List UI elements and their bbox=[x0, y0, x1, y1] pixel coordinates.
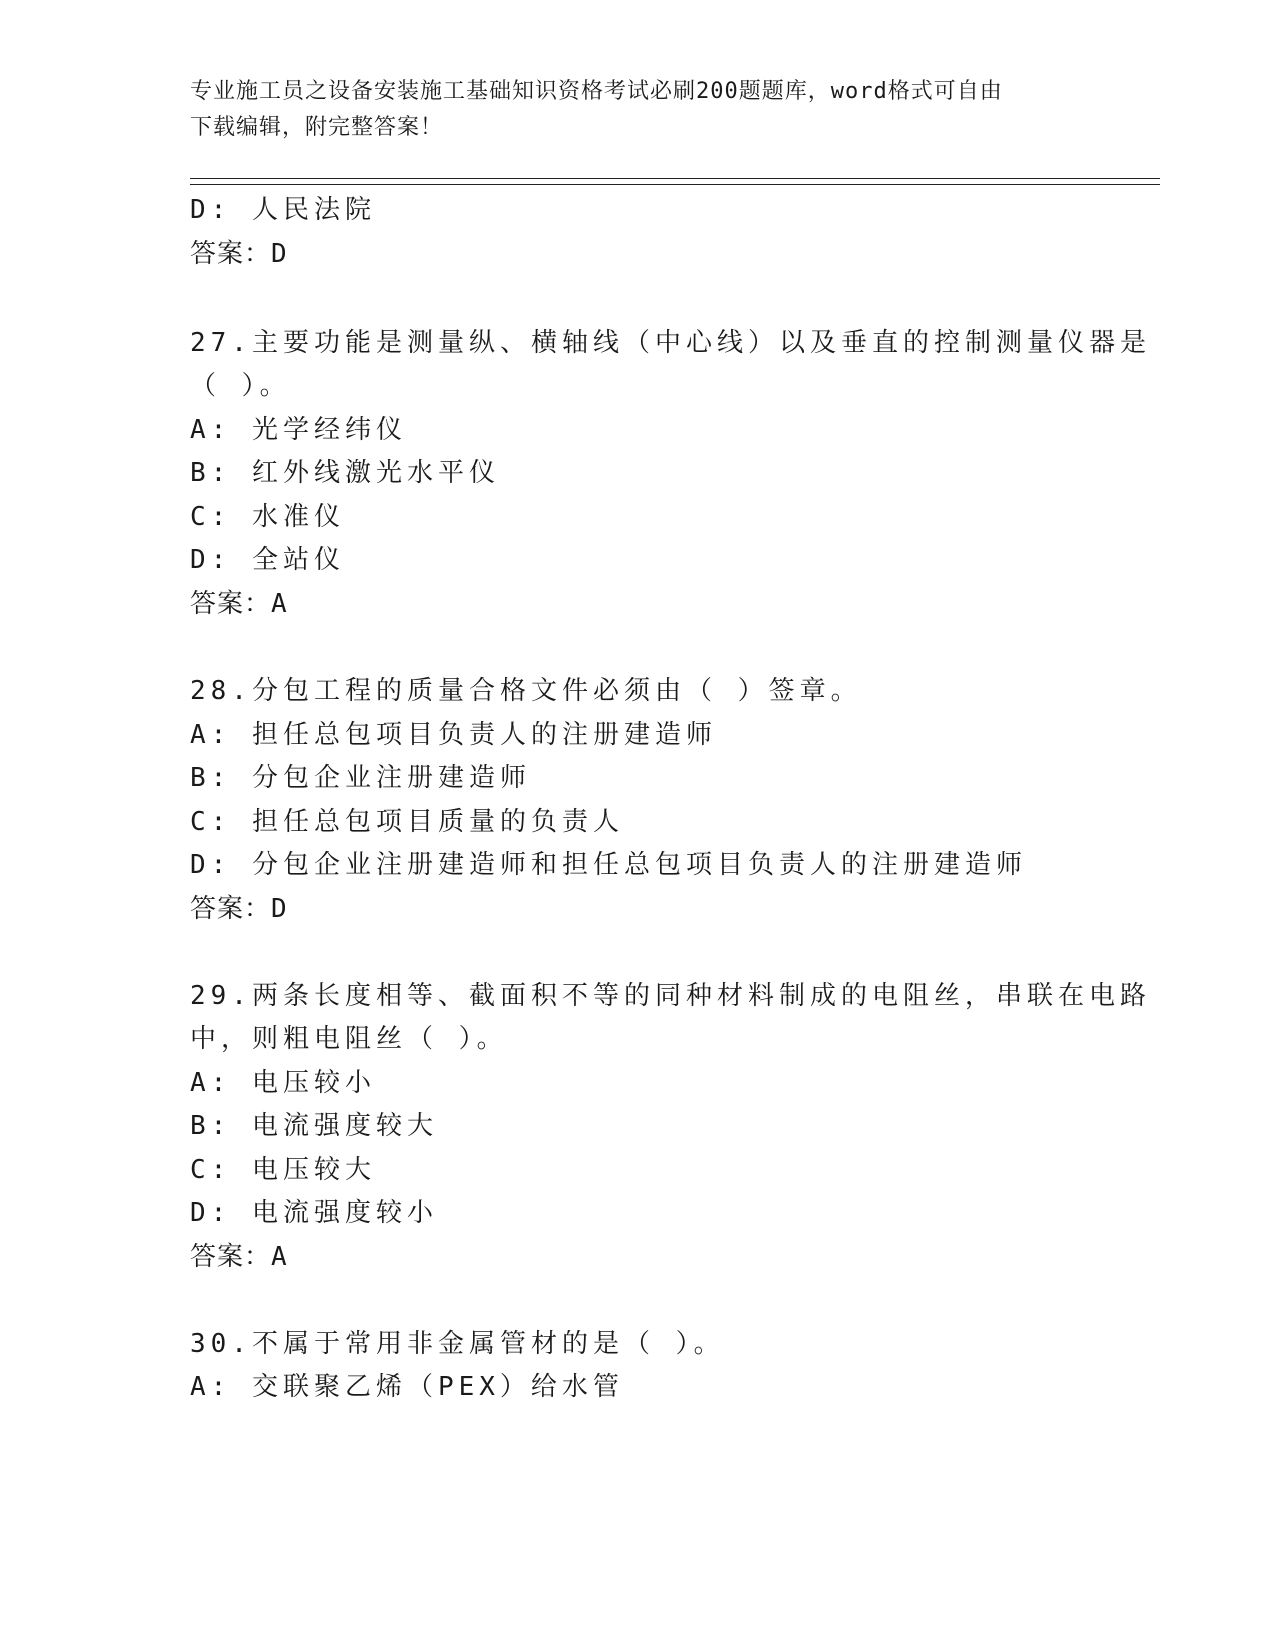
header-rule-top bbox=[190, 178, 1160, 179]
q28-option-d: D: 分包企业注册建造师和担任总包项目负责人的注册建造师 bbox=[190, 850, 1027, 880]
q29-option-b: B: 电流强度较大 bbox=[190, 1111, 438, 1141]
q30-option-a: A: 交联聚乙烯（PEX）给水管 bbox=[190, 1372, 624, 1402]
q27-option-b: B: 红外线激光水平仪 bbox=[190, 458, 500, 488]
q28-stem-line-1: 28.分包工程的质量合格文件必须由（ ）签章。 bbox=[190, 676, 862, 706]
q28-option-a: A: 担任总包项目负责人的注册建造师 bbox=[190, 720, 717, 750]
q27-answer: 答案：A bbox=[190, 589, 288, 619]
q29-option-a: A: 电压较小 bbox=[190, 1068, 376, 1098]
q27-option-a: A: 光学经纬仪 bbox=[190, 415, 407, 445]
q30-stem-line-1: 30.不属于常用非金属管材的是（ ）。 bbox=[190, 1329, 725, 1359]
q27-stem-line-2: （ ）。 bbox=[190, 371, 291, 401]
document-header bbox=[190, 74, 1090, 146]
q27-option-d: D: 全站仪 bbox=[190, 545, 345, 575]
q29-stem-line-1: 29.两条长度相等、截面积不等的同种材料制成的电阻丝，串联在电路 bbox=[190, 981, 1151, 1011]
header-title-line-2: 下载编辑，附完整答案！ bbox=[190, 115, 444, 140]
q27-option-c: C: 水准仪 bbox=[190, 502, 345, 532]
prev-option-d: D: 人民法院 bbox=[190, 195, 376, 225]
q29-option-d: D: 电流强度较小 bbox=[190, 1198, 438, 1228]
q28-answer: 答案：D bbox=[190, 894, 288, 924]
q29-stem-line-2: 中，则粗电阻丝（ ）。 bbox=[190, 1024, 508, 1054]
q29-answer: 答案：A bbox=[190, 1242, 288, 1272]
header-rule-bottom bbox=[190, 184, 1160, 185]
prev-answer: 答案：D bbox=[190, 239, 288, 269]
q28-option-b: B: 分包企业注册建造师 bbox=[190, 763, 531, 793]
header-title-line-1: 专业施工员之设备安装施工基础知识资格考试必刷200题题库，word格式可自由 bbox=[190, 79, 1003, 104]
q28-option-c: C: 担任总包项目质量的负责人 bbox=[190, 807, 624, 837]
q27-stem-line-1: 27.主要功能是测量纵、横轴线（中心线）以及垂直的控制测量仪器是 bbox=[190, 328, 1151, 358]
q29-option-c: C: 电压较大 bbox=[190, 1155, 376, 1185]
